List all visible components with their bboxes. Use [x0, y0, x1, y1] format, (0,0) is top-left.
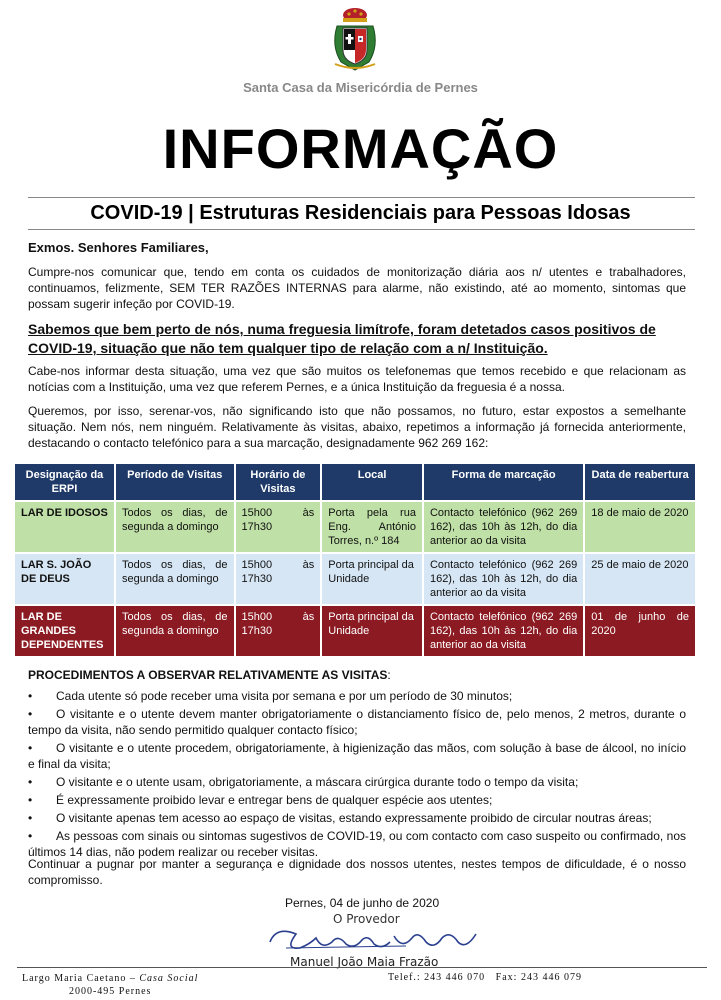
table-cell: 15h00 às 17h30 — [235, 501, 322, 553]
list-item-text: O visitante e o utente devem manter obrigatoriamente o distanciamento físico de, pelo menos, 2 metros, durante o tempo da visita, não sendo permitido qualquer contacto físico; — [28, 707, 686, 737]
table-cell: Porta principal da Unidade — [321, 605, 423, 657]
organization-name: Santa Casa da Misericórdia de Pernes — [243, 80, 478, 95]
list-item-text: O visitante e o utente usam, obrigatoriamente, a máscara cirúrgica durante todo o tempo da visita; — [56, 775, 579, 789]
table-cell: Contacto telefónico (962 269 162), das 10h às 12h, do dia anterior ao da visita — [423, 605, 584, 657]
list-item — [28, 774, 686, 790]
table-cell: Porta principal da Unidade — [321, 553, 423, 605]
handwritten-signature — [266, 920, 482, 960]
list-item-text: É expressamente proibido levar e entregar bens de qualquer espécie aos utentes; — [56, 793, 493, 807]
bullet-icon: • — [28, 689, 33, 703]
table-header: Designação da ERPI — [14, 463, 115, 501]
table-header: Data de reabertura — [584, 463, 696, 501]
bullet-icon: • — [28, 793, 33, 807]
table-cell: Todos os dias, de segunda a domingo — [115, 501, 235, 553]
bullet-icon: • — [28, 811, 33, 825]
table-row — [14, 501, 696, 553]
list-item — [28, 810, 686, 826]
list-item-text: O visitante apenas tem acesso ao espaço de visitas, estando expressamente proibido de circular noutras áreas; — [56, 811, 652, 825]
page-title: INFORMAÇÃO — [162, 117, 559, 180]
table-cell: 15h00 às 17h30 — [235, 553, 322, 605]
footer-address — [22, 972, 198, 998]
table-cell: Porta pela rua Eng. António Torres, n.º 184 — [321, 501, 423, 553]
emphasis-paragraph: Sabemos que bem perto de nós, numa freguesia limítrofe, foram detetados casos positivos de COVID-19, situação que não tem qualquer tipo de relação com a n/ Instituição. — [28, 321, 656, 356]
list-item-text: As pessoas com sinais ou sintomas sugestivos de COVID-19, ou com contacto com caso suspeito ou confirmado, nos últimos 14 dias, não podem realizar ou receber visitas. — [28, 829, 686, 859]
table-cell: LAR DE IDOSOS — [14, 501, 115, 553]
list-item — [28, 740, 686, 772]
paragraph-1: Cumpre-nos comunicar que, tendo em conta os cuidados de monitorização diária aos n/ utentes e trabalhadores, continuamos, felizmente, SEM TER RAZÕES INTERNAS para alarme, não existindo, até ao momento, sintomas que possam sugerir infeção por COVID-19. — [28, 265, 686, 311]
address-line-1 — [22, 972, 198, 985]
table-cell: 18 de maio de 2020 — [584, 501, 696, 553]
table-header: Período de Visitas — [115, 463, 235, 501]
table-header: Local — [321, 463, 423, 501]
paragraph-3: Queremos, por isso, serenar-vos, não significando isto que não possamos, no futuro, estar expostos a semelhante situação. Nem nós, nem ninguém. Relativamente às visitas, abaixo, repetimos a informação já fornecida anteriormente, destacando o contacto telefónico para a sua marcação, designadamente 962 269 162: — [28, 404, 686, 450]
title-rule-bottom — [28, 229, 695, 230]
crest-logo — [329, 6, 381, 74]
visits-table — [13, 462, 697, 658]
procedures-title — [28, 668, 391, 682]
list-item-text: O visitante e o utente procedem, obrigatoriamente, à higienização das mãos, com solução à base de álcool, no início e final da visita; — [28, 741, 686, 771]
address-line-2: 2000-495 Pernes — [68, 986, 152, 997]
bullet-icon: • — [28, 707, 33, 721]
address-building: Casa Social — [139, 973, 199, 984]
table-cell: LAR DE GRANDES DEPENDENTES — [14, 605, 115, 657]
place-date: Pernes, 04 de junho de 2020 — [285, 896, 440, 910]
table-cell: Contacto telefónico (962 269 162), das 10h às 12h, do dia anterior ao da visita — [423, 501, 584, 553]
signer-role: O Provedor — [333, 912, 400, 926]
closing-paragraph: Continuar a pugnar por manter a segurança e dignidade dos nossos utentes, nestes tempos de dificuldade, é o nosso compromisso. — [28, 857, 686, 887]
table-header: Horário de Visitas — [235, 463, 322, 501]
table-header: Forma de marcação — [423, 463, 584, 501]
table-header-row — [14, 463, 696, 501]
list-item — [28, 688, 686, 704]
list-item-text: Cada utente só pode receber uma visita por semana e por um período de 30 minutos; — [56, 689, 513, 703]
signer-name: Manuel João Maia Frazão — [290, 955, 439, 969]
table-cell: Todos os dias, de segunda a domingo — [115, 605, 235, 657]
procedures-list — [28, 688, 686, 862]
title-rule-top — [28, 197, 695, 198]
list-item — [28, 706, 686, 738]
bullet-icon: • — [28, 775, 33, 789]
greeting: Exmos. Senhores Familiares, — [28, 240, 209, 255]
table-cell: 01 de junho de 2020 — [584, 605, 696, 657]
list-item — [28, 792, 686, 808]
footer-divider — [17, 967, 707, 968]
bullet-icon: • — [28, 741, 33, 755]
table-cell: Todos os dias, de segunda a domingo — [115, 553, 235, 605]
page-subtitle: COVID-19 | Estruturas Residenciais para Pessoas Idosas — [90, 202, 631, 224]
table-row — [14, 605, 696, 657]
footer-contacts: Telef.: 243 446 070 Fax: 243 446 079 — [388, 972, 582, 983]
address-street: Largo Maria Caetano – — [22, 973, 140, 984]
procedures-title-suffix: : — [387, 668, 391, 682]
table-row — [14, 553, 696, 605]
table-cell: 25 de maio de 2020 — [584, 553, 696, 605]
paragraph-2: Cabe-nos informar desta situação, uma vez que são muitos os telefonemas que temos recebido e que relacionam as notícias com a Instituição, uma vez que referem Pernes, e a única Instituição da freguesia é a nossa. — [28, 364, 686, 394]
table-cell: Contacto telefónico (962 269 162), das 10h às 12h, do dia anterior ao da visita — [423, 553, 584, 605]
bullet-icon: • — [28, 829, 33, 843]
procedures-title-text: PROCEDIMENTOS A OBSERVAR RELATIVAMENTE AS VISITAS — [28, 668, 388, 682]
table-cell: 15h00 às 17h30 — [235, 605, 322, 657]
table-cell: LAR S. JOÃO DE DEUS — [14, 553, 115, 605]
